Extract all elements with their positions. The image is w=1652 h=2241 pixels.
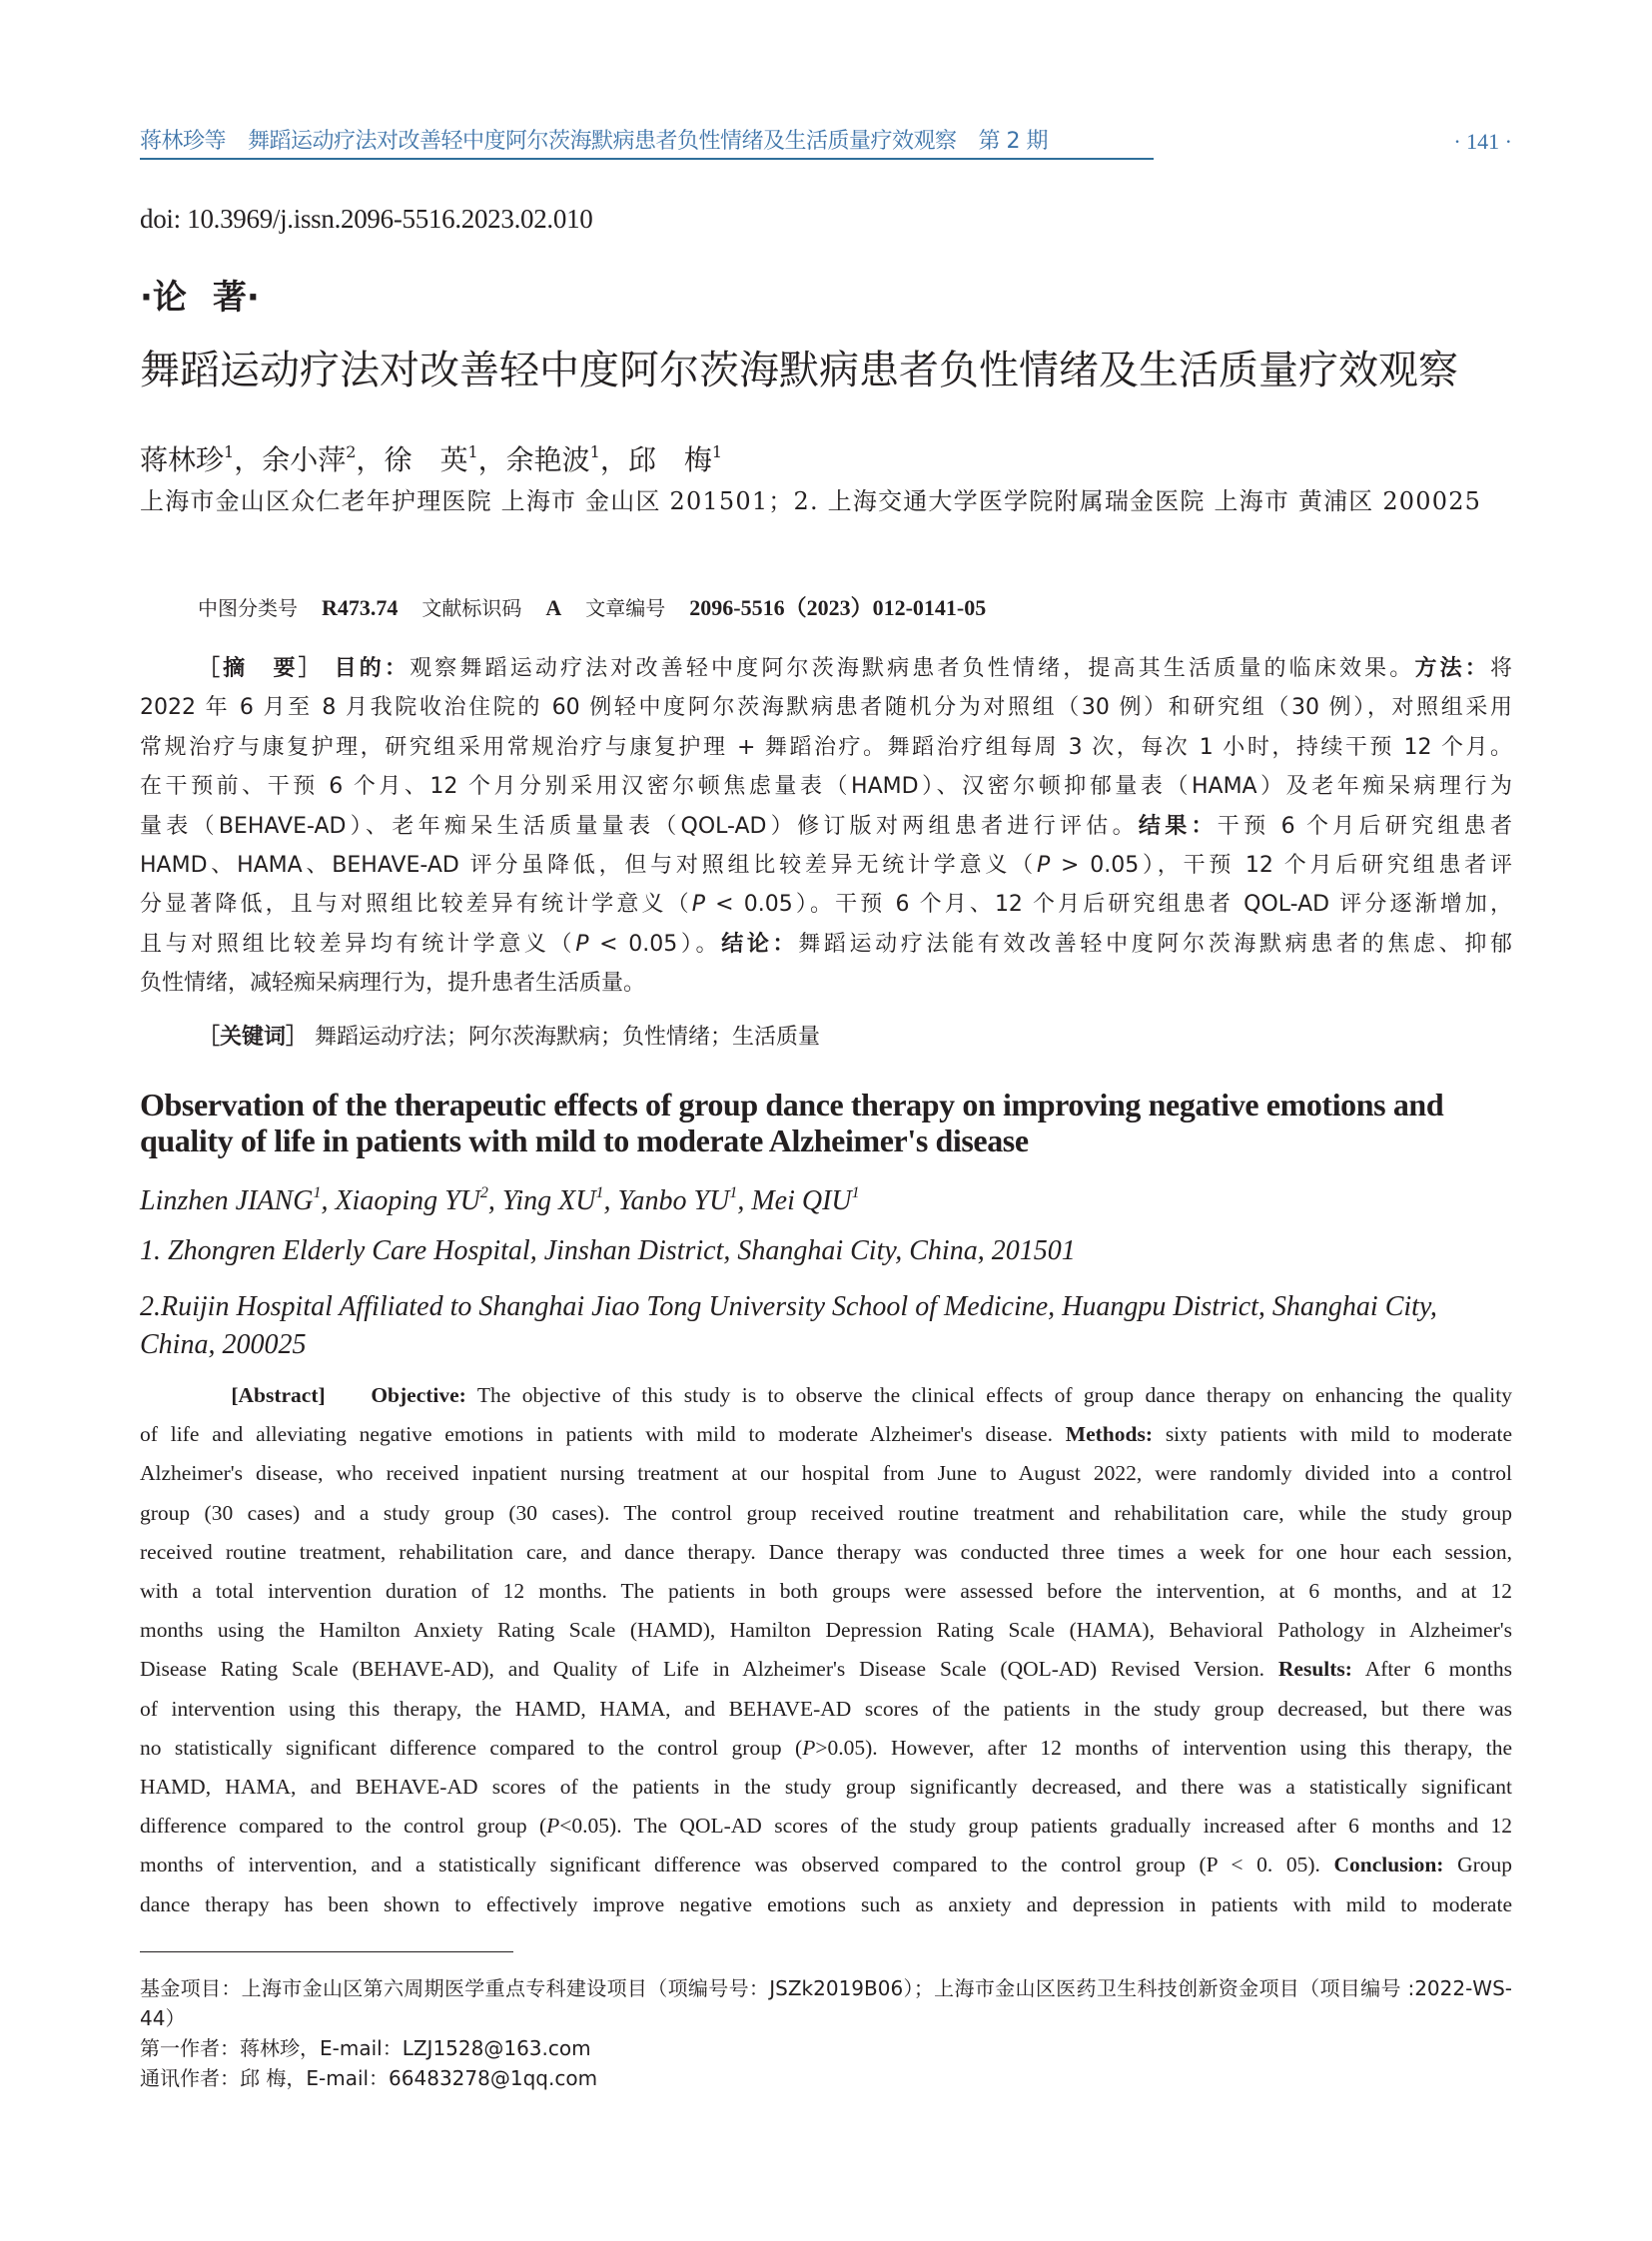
- abstract-text: Group: [1443, 1853, 1512, 1877]
- abstract-text: dance therapy has been shown to effectively improve negative emotions such as anxiety and depression in patients with mild to moderate: [140, 1891, 1512, 1916]
- author-affiliation-sup: 1: [851, 1184, 860, 1201]
- author-affiliation-sup: 1: [729, 1184, 738, 1201]
- author-name: 徐 英: [384, 443, 468, 476]
- english-abstract-line: [140, 1690, 1512, 1729]
- section-dot-left: ·: [140, 278, 153, 318]
- abstract-text: After 6 months: [1351, 1657, 1512, 1682]
- chinese-abstract-line: [140, 767, 1512, 806]
- author-affiliation-sup: 1: [589, 442, 600, 461]
- author-affiliation-sup: 1: [467, 442, 478, 461]
- running-head-title: 舞蹈运动疗法对改善轻中度阿尔茨海默病患者负性情绪及生活质量疗效观察: [248, 129, 957, 154]
- chinese-abstract-line: [140, 846, 1512, 885]
- clc-label: 中图分类号: [198, 596, 298, 620]
- author-name: 邱 梅: [627, 443, 712, 476]
- doc-code-value: A: [545, 595, 562, 620]
- author-separator: ，: [356, 443, 385, 476]
- abstract-text: months of intervention, and a statistically significant difference was observed compared to the control group (P < 0. 05).: [140, 1853, 1334, 1877]
- abstract-text: HAMD, HAMA, and BEHAVE-AD scores of the patients in the study group significantly decreased, and there was a statistically significant: [140, 1775, 1512, 1800]
- author-separator: ,: [603, 1185, 618, 1216]
- classification-line: [198, 595, 986, 622]
- author-separator: ,: [321, 1185, 336, 1216]
- author-name: Mei QIU: [751, 1185, 852, 1216]
- chinese-title: 舞蹈运动疗法对改善轻中度阿尔茨海默病患者负性情绪及生活质量疗效观察: [140, 348, 1458, 393]
- running-head-issue: 第 2 期: [978, 129, 1049, 154]
- section-char-1: 论: [152, 278, 187, 318]
- chinese-abstract-line: [140, 649, 1512, 688]
- keywords-label: ［关键词］: [198, 1025, 309, 1050]
- author-name: Xiaoping YU: [335, 1185, 480, 1216]
- abstract-heading: ［摘 要］: [198, 656, 335, 681]
- page-number: · 141 ·: [1453, 129, 1512, 154]
- abstract-text: Disease Rating Scale (BEHAVE-AD), and Quality of Life in Alzheimer's Disease Scale (QOL-AD) Revised Version.: [140, 1657, 1278, 1682]
- abstract-heading: 结果：: [1138, 813, 1218, 839]
- chinese-authors: [140, 435, 722, 477]
- abstract-heading: 目的：: [334, 656, 411, 681]
- abstract-text: 常规治疗与康复护理，研究组采用常规治疗与康复护理 + 舞蹈治疗。舞蹈治疗组每周 3 次，每次 1 小时，持续干预 12 个月。: [140, 734, 1512, 760]
- english-abstract-line: [140, 1533, 1512, 1572]
- english-abstract: [140, 1376, 1512, 1924]
- abstract-text: [326, 1383, 372, 1407]
- chinese-abstract-line: [140, 964, 1512, 1003]
- abstract-text: 观察舞蹈运动疗法对改善轻中度阿尔茨海默病患者负性情绪，提高其生活质量的临床效果。: [410, 656, 1415, 681]
- abstract-text: group (30 cases) and a study group (30 cases). The control group received routine treatment and rehabilitation care, while the study group: [140, 1500, 1512, 1525]
- abstract-text: > 0.05），干预 12 个月后研究组患者评: [1050, 853, 1512, 879]
- author-name: 余艳波: [505, 443, 590, 476]
- english-abstract-line: [140, 1376, 1512, 1415]
- english-abstract-line: [140, 1729, 1512, 1768]
- english-abstract-line: [140, 1415, 1512, 1454]
- author-affiliation-sup: 1: [313, 1184, 322, 1201]
- english-abstract-line: [140, 1768, 1512, 1807]
- article-no-value: 2096-5516（2023）012-0141-05: [689, 595, 987, 620]
- abstract-text: The objective of this study is to observe the clinical effects of group dance therapy on enhancing the quality: [465, 1383, 1513, 1407]
- english-abstract-line: [140, 1807, 1512, 1846]
- abstract-text: 2022 年 6 月至 8 月我院收治住院的 60 例轻中度阿尔茨海默病患者随机分为对照组（30 例）和研究组（30 例），对照组采用: [140, 695, 1512, 721]
- english-abstract-line: [140, 1650, 1512, 1689]
- abstract-text: P: [802, 1735, 816, 1760]
- abstract-heading: Methods:: [1065, 1422, 1153, 1447]
- english-affiliation-1: 1. Zhongren Elderly Care Hospital, Jinshan District, Shanghai City, China, 201501: [140, 1235, 1076, 1266]
- abstract-text: < 0.05）。: [588, 931, 722, 957]
- chinese-abstract: [140, 649, 1512, 1004]
- english-title: Observation of the therapeutic effects of group dance therapy on improving negative emotions and quality of life in patients with mild to moderate Alzheimer's disease: [140, 1087, 1444, 1158]
- abstract-heading: 方法：: [1414, 656, 1490, 681]
- abstract-heading: [Abstract]: [231, 1383, 326, 1407]
- author-name: 蒋林珍: [140, 443, 225, 476]
- english-abstract-line: [140, 1611, 1512, 1650]
- abstract-text: P: [691, 892, 706, 918]
- english-authors: [140, 1176, 860, 1218]
- author-separator: ,: [487, 1185, 502, 1216]
- author-affiliation-sup: 2: [479, 1184, 488, 1201]
- abstract-text: 负性情绪，减轻痴呆病理行为，提升患者生活质量。: [140, 971, 646, 997]
- abstract-text: < 0.05）。干预 6 个月、12 个月后研究组患者 QOL-AD 评分逐渐增加，: [705, 892, 1512, 918]
- chinese-keywords: [198, 1023, 820, 1053]
- abstract-text: 量表（BEHAVE-AD）、老年痴呆生活质量量表（QOL-AD）修订版对两组患者进行评估。: [140, 813, 1139, 839]
- author-name: Linzhen JIANG: [140, 1185, 314, 1216]
- abstract-text: P: [1036, 853, 1051, 879]
- abstract-text: difference compared to the control group (: [140, 1814, 547, 1839]
- funding-note: 基金项目：上海市金山区第六周期医学重点专科建设项目（项编号号：JSZk2019B06）；上海市金山区医药卫生科技创新资金项目（项目编号 :2022-WS-44）: [140, 1976, 1512, 2030]
- running-head-authors: 蒋林珍等: [140, 129, 227, 154]
- abstract-text: >0.05). However, after 12 months of intervention using this therapy, the: [815, 1735, 1512, 1760]
- abstract-text: no statistically significant difference compared to the control group (: [140, 1735, 803, 1760]
- chinese-abstract-line: [140, 925, 1512, 964]
- abstract-text: of life and alleviating negative emotions in patients with mild to moderate Alzheimer's disease.: [140, 1422, 1066, 1447]
- abstract-text: <0.05). The QOL-AD scores of the study group patients gradually increased after 6 months and 12: [559, 1814, 1512, 1839]
- author-separator: ，: [477, 443, 506, 476]
- abstract-text: 分显著降低，且与对照组比较差异有统计学意义（: [140, 892, 692, 918]
- author-name: 余小萍: [262, 443, 347, 476]
- abstract-text: 在干预前、干预 6 个月、12 个月分别采用汉密尔顿焦虑量表（HAMD）、汉密尔顿抑郁量表（HAMA）及老年痴呆病理行为: [140, 774, 1512, 800]
- abstract-text: sixty patients with mild to moderate: [1152, 1422, 1512, 1447]
- abstract-text: HAMD、HAMA、BEHAVE-AD 评分虽降低，但与对照组比较差异无统计学意义（: [140, 853, 1037, 879]
- abstract-heading: Results:: [1277, 1657, 1352, 1682]
- chinese-affiliation: 上海市金山区众仁老年护理医院 上海市 金山区 201501；2. 上海交通大学医学院附属瑞金医院 上海市 黄浦区 200025: [140, 487, 1482, 515]
- abstract-heading: Objective:: [371, 1383, 466, 1407]
- abstract-text: with a total intervention duration of 12 months. The patients in both groups were assessed before the intervention, at 6 months, and at 12: [140, 1579, 1512, 1604]
- doi: doi: 10.3969/j.issn.2096-5516.2023.02.010: [140, 204, 593, 234]
- abstract-text: months using the Hamilton Anxiety Rating Scale (HAMD), Hamilton Depression Rating Scale (HAMA), Behavioral Pathology in Alzheimer's: [140, 1618, 1512, 1643]
- author-separator: ,: [737, 1185, 752, 1216]
- doc-code-label: 文献标识码: [421, 596, 522, 620]
- chinese-abstract-line: [140, 728, 1512, 767]
- english-abstract-line: [140, 1454, 1512, 1493]
- author-name: Ying XU: [501, 1185, 596, 1216]
- footnotes: [140, 1973, 1512, 2093]
- english-abstract-line: [140, 1572, 1512, 1611]
- chinese-abstract-line: [140, 688, 1512, 727]
- author-affiliation-sup: 1: [595, 1184, 604, 1201]
- abstract-text: 将: [1489, 656, 1512, 681]
- author-affiliation-sup: 1: [224, 442, 235, 461]
- section-label: [140, 278, 260, 318]
- running-head: [140, 128, 1154, 160]
- author-name: Yanbo YU: [617, 1185, 730, 1216]
- abstract-text: 且与对照组比较差异均有统计学意义（: [140, 931, 576, 957]
- chinese-abstract-line: [140, 807, 1512, 846]
- author-separator: ，: [234, 443, 263, 476]
- abstract-text: P: [575, 931, 589, 957]
- abstract-text: [140, 1383, 231, 1407]
- abstract-text: 干预 6 个月后研究组患者: [1217, 813, 1512, 839]
- author-separator: ，: [599, 443, 628, 476]
- article-no-label: 文章编号: [585, 596, 666, 620]
- author-affiliation-sup: 1: [711, 442, 723, 461]
- section-char-2: 著: [212, 278, 247, 318]
- abstract-text: Alzheimer's disease, who received inpatient nursing treatment at our hospital from June to August 2022, were randomly divided into a control: [140, 1461, 1512, 1486]
- clc-value: R473.74: [322, 595, 399, 620]
- abstract-text: 舞蹈运动疗法能有效改善轻中度阿尔茨海默病患者的焦虑、抑郁: [798, 931, 1512, 957]
- first-author-note: 第一作者：蒋林珍，E-mail：LZJ1528@163.com: [140, 2036, 591, 2060]
- english-abstract-line: [140, 1494, 1512, 1533]
- footnote-rule: [140, 1951, 513, 1952]
- chinese-abstract-line: [140, 885, 1512, 924]
- english-affiliation-2: 2.Ruijin Hospital Affiliated to Shanghai Jiao Tong University School of Medicine, Huangpu District, Shanghai City, China, 200025: [140, 1291, 1437, 1360]
- keywords-text: 舞蹈运动疗法；阿尔茨海默病；负性情绪；生活质量: [315, 1025, 821, 1050]
- author-affiliation-sup: 2: [346, 442, 357, 461]
- abstract-text: received routine treatment, rehabilitation care, and dance therapy. Dance therapy was conducted three times a week for one hour each session,: [140, 1539, 1512, 1564]
- abstract-text: of intervention using this therapy, the HAMD, HAMA, and BEHAVE-AD scores of the patients in the study group decreased, but there was: [140, 1696, 1512, 1721]
- corresponding-author-note: 通讯作者：邱 梅，E-mail：66483278@1qq.com: [140, 2066, 598, 2090]
- english-abstract-line: [140, 1846, 1512, 1884]
- abstract-heading: 结论：: [721, 931, 799, 957]
- section-dot-right: ·: [246, 278, 260, 318]
- abstract-text: P: [546, 1814, 560, 1839]
- english-abstract-line: [140, 1885, 1512, 1924]
- abstract-heading: Conclusion:: [1333, 1853, 1444, 1877]
